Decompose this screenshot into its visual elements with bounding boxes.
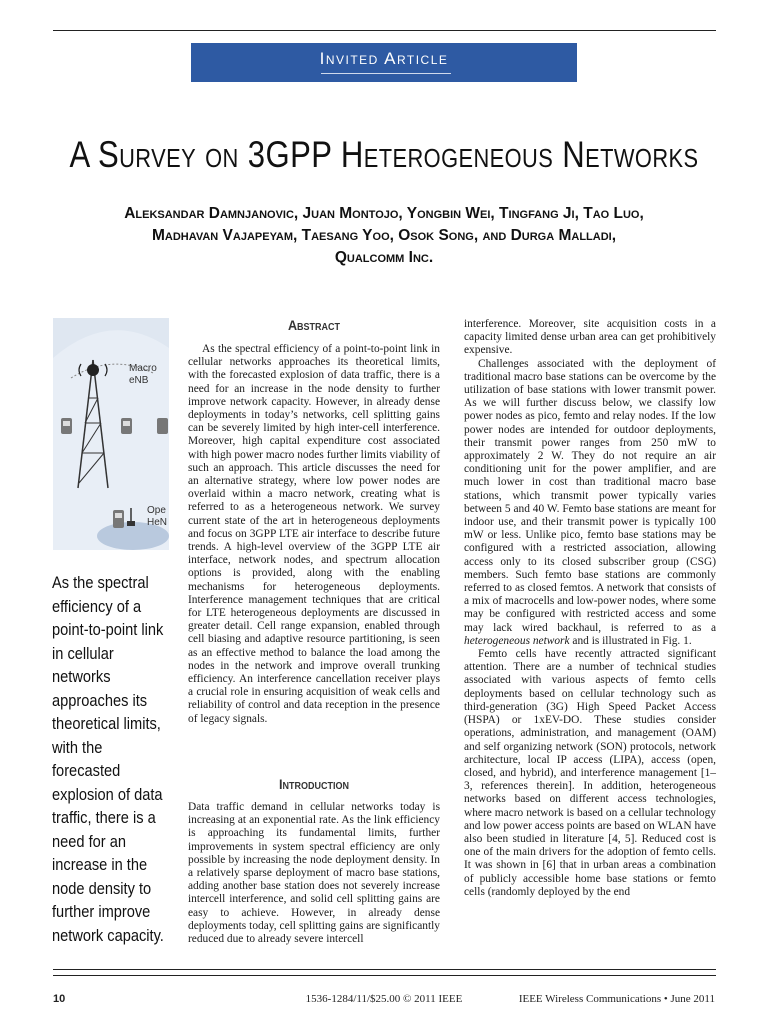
network-diagram-icon	[53, 318, 169, 550]
svg-text:Macro: Macro	[129, 363, 157, 374]
svg-text:Ope: Ope	[147, 505, 166, 516]
author-line: Madhavan Vajapeyam, Taesang Yoo, Osok Song, and Durga Malladi,	[151, 227, 617, 244]
svg-text:eNB: eNB	[129, 375, 149, 386]
author-line: Aleksandar Damnjanovic, Juan Montojo, Yongbin Wei, Tingfang Ji, Tao Luo,	[124, 205, 644, 222]
abstract-text: As the spectral efficiency of a point-to-point link in cellular networks approaches its theoretical limits, with the forecasted explosion of data traffic, there is a need for an increase in the node density to further improve network capacity. However, in already dense deployments in today’s networks, cell splitting gains can be severely limited by high inter-cell interference. Moreover, high capital expenditure cost associated with high power macro nodes further limits viability of such an approach. This article discusses the need for an alternative strategy, where low power nodes are overlaid within a macro network, creating what is referred to as a heterogeneous network. We survey current state of the art in heterogeneous deployments and focus on 3GPP LTE air interface to describe future trends. A high-level overview of the 3GPP LTE air interface, network nodes, and spectrum allocation options is provided, along with the enabling mechanisms for heterogeneous deployments. Interference management techniques that are critical for LTE heterogeneous deployments are discussed in greater detail. Cell range expansion, enabled through cell biasing and adaptive resource partitioning, is seen as an effective method to balance the load among the nodes in the network and improve overall trunking efficiency. An interference cancellation receiver plays a crucial role in ensuring acquisition of weak cells and reliability of control and data reception in the presence of legacy signals.	[188, 343, 440, 725]
author-list	[40, 203, 728, 269]
abstract-column	[188, 343, 440, 726]
abstract-heading: Abstract	[287, 317, 341, 333]
banner-label: Invited Article	[319, 49, 449, 68]
journal-info: IEEE Wireless Communications • June 2011	[518, 993, 715, 1005]
top-rule	[53, 30, 716, 31]
paragraph: Femto cells have recently attracted significant attention. There are a number of technical studies associated with various aspects of femto cells deployments based on cellular technology such as third-generation (3G) High Speed Packet Access (HSPA) or 1xEV-DO. These studies consider operations, administration, and management (OAM) and self organizing network (SON) protocols, network architecture, local IP access (LIPA), access (open, closed, and hybrid), and interference management [1–3, references therein]. In addition, heterogeneous networks based on different access technologies, where macro network is based on a cellular technology and low power access points are based on WLAN have also been studied in literature [4, 5]. Reduced cost is one of the main drivers for the adoption of femto cells. It was shown in [6] that in urban areas a combination of publicly accessible home base stations or femto cells (randomly deployed by the end	[464, 648, 716, 898]
page-number: 10	[53, 993, 66, 1005]
introduction-column	[188, 801, 440, 946]
svg-text:HeN: HeN	[147, 517, 168, 528]
section-banner	[191, 43, 577, 82]
network-figure	[53, 318, 169, 550]
introduction-text: Data traffic demand in cellular networks today is increasing at an exponential rate. As the link efficiency is approaching its fundamental limits, further improvements in system spectral efficiency are only possible by increasing the node deployment density. In a relatively sparse deployment of macro base stations, adding another base station does not severely increase intercell interference, and solid cell splitting gains are easy to achieve. However, in already dense deployments today, cell splitting gains are significantly reduced due to already severe intercell	[188, 801, 440, 946]
footer-rule	[53, 969, 716, 970]
pull-quote: As the spectral efficiency of a point-to-point link in cellular networks approaches its theoretical limits, with the forecasted explosion of data traffic, there is a need for an increase in the node density to further improve network capacity.	[52, 573, 164, 945]
article-title: A Survey on 3GPP Heterogeneous Networks	[69, 134, 699, 175]
author-affiliation: Qualcomm Inc.	[334, 249, 434, 266]
copyright-notice: 1536-1284/11/$25.00 © 2011 IEEE	[305, 993, 463, 1005]
banner-underline	[321, 73, 451, 74]
right-column	[464, 318, 716, 899]
footer-rule	[53, 975, 716, 976]
paragraph: Challenges associated with the deployment of traditional macro base stations can be overcome by the utilization of base stations with lower transmit power. As we will further discuss below, we classify low power nodes as pico, femto and relay nodes. If the low power nodes are intended for outdoor deployments, their transmit power ranges from 250 mW to approximately 2 W. They do not require an air conditioning unit for the power amplifier, and are much lower in cost than traditional macro base stations, which transmit power typically varies between 5 and 40 W. Femto base stations are meant for indoor use, and their transmit power is typically 100 mW or less. Unlike pico, femto base stations may be configured with a restricted association, allowing access only to its closed subscriber group (CSG) members. Such femto base stations are commonly referred to as closed femtos. A network that consists of a mix of macrocells and low-power nodes, where some may be configured with restricted access and some may lack wired backhaul, is referred to as a heterogeneous network and is illustrated in Fig. 1.	[464, 357, 716, 647]
introduction-heading: Introduction	[278, 776, 350, 792]
paragraph: interference. Moreover, site acquisition costs in a capacity limited dense urban area can get prohibitively expensive.	[464, 318, 716, 357]
